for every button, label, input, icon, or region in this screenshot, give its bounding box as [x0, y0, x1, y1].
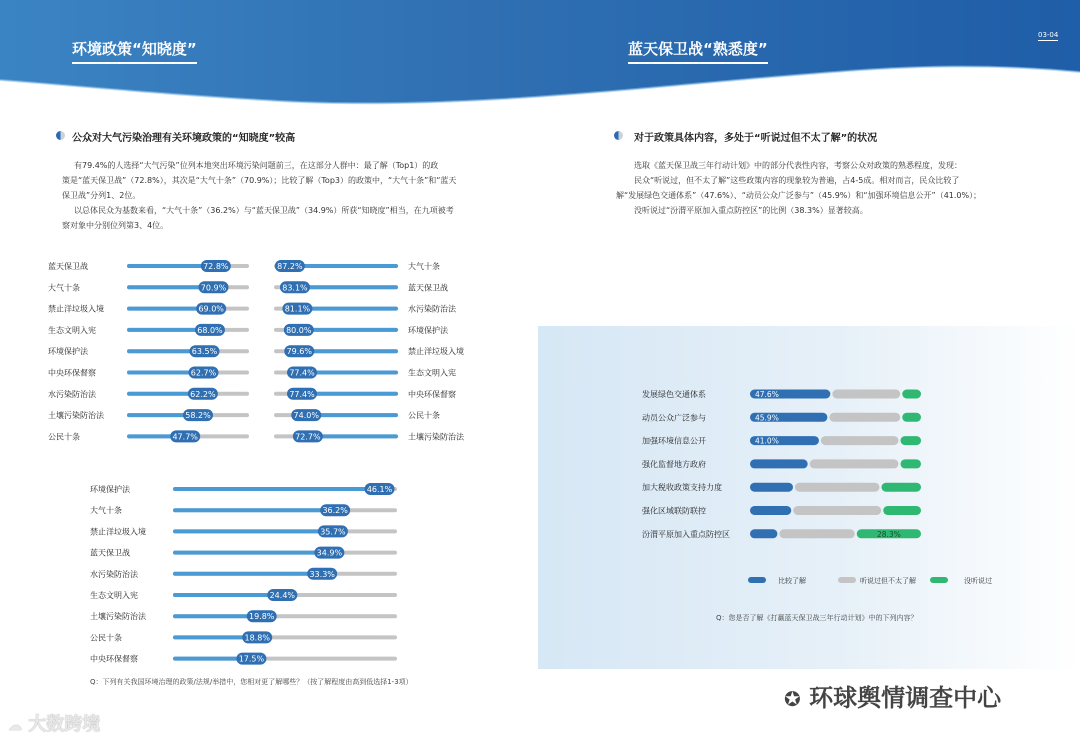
right-section-title: 蓝天保卫战“熟悉度” — [628, 38, 768, 64]
value-label: 36.2% — [322, 506, 348, 516]
value-label: 46.1% — [366, 485, 393, 494]
value-label: 83.1% — [282, 283, 308, 293]
category-label: 加强环境信息公开 — [642, 436, 706, 446]
chart-familiarity — [538, 376, 1080, 556]
category-label: 中央环保督察 — [48, 368, 96, 378]
category-label: 蓝天保卫战 — [90, 548, 130, 558]
stacked-bar-segment — [902, 413, 921, 422]
watermark-bottom-left — [8, 710, 100, 736]
category-label: 环境保护法 — [408, 325, 448, 335]
category-label: 大气十条 — [48, 283, 80, 293]
bar — [297, 307, 398, 311]
stacked-bar-segment — [901, 436, 921, 445]
category-label: 大气十条 — [408, 262, 440, 271]
category-label: 生态文明入宪 — [90, 591, 138, 600]
left-paragraph-line: 策是“蓝天保卫战”（72.8%），其次是“大气十条”（70.9%）；比较了解（Top3）的政策中，“大气十条”和“蓝天 — [62, 176, 457, 185]
watermark-bottom-left-text: 大数跨境 — [28, 714, 101, 735]
right-question: Q：您是否了解《打赢蓝天保卫战三年行动计划》中的下列内容？ — [716, 614, 918, 622]
wechat-icon: ✪ — [784, 687, 801, 711]
left-headline: 公众对大气污染治理有关环境政策的“知晓度”较高 — [72, 133, 296, 144]
left-section-title: 环境政策“知晓度” — [72, 38, 197, 64]
value-label: 19.8% — [248, 612, 275, 622]
value-label: 58.2% — [185, 411, 211, 421]
watermark-logo-icon: ☁ — [8, 718, 22, 734]
right-paragraph — [616, 158, 1036, 218]
value-label: 63.5% — [191, 347, 218, 357]
category-label: 汾渭平原加入重点防控区 — [642, 529, 730, 539]
value-label: 77.4% — [289, 389, 315, 399]
segment-value-label: 47.6% — [755, 390, 779, 399]
legend-swatch-aware — [748, 577, 766, 583]
stacked-bar-segment — [779, 529, 854, 538]
legend-label-heard: 听说过但不太了解 — [860, 577, 916, 585]
value-label: 72.8% — [203, 262, 229, 271]
bar — [173, 551, 329, 555]
stacked-bar-segment — [901, 459, 921, 468]
category-label: 水污染防治法 — [48, 389, 96, 399]
value-label: 79.6% — [286, 347, 313, 357]
value-label: 77.4% — [289, 368, 315, 378]
category-label: 发展绿色交通体系 — [642, 390, 706, 399]
value-label: 87.2% — [277, 262, 303, 271]
category-label: 水污染防治法 — [408, 304, 456, 314]
category-label: 土壤污染防治法 — [48, 411, 104, 421]
category-label: 强化区域联防联控 — [642, 506, 706, 516]
value-label: 24.4% — [269, 591, 296, 600]
category-label: 公民十条 — [90, 633, 122, 643]
left-paragraph-line: 保卫战”分列1、2位。 — [62, 191, 141, 200]
bar — [173, 572, 322, 576]
legend-swatch-never — [930, 577, 948, 583]
category-label: 公民十条 — [408, 411, 440, 421]
stacked-bar-segment — [821, 436, 899, 445]
category-label: 生态文明入宪 — [48, 325, 96, 335]
value-label: 62.7% — [190, 368, 217, 378]
bar — [173, 487, 380, 491]
category-label: 蓝天保卫战 — [408, 283, 448, 293]
stacked-bar-segment — [793, 506, 881, 515]
stacked-bar-segment — [750, 529, 777, 538]
stacked-bar-segment — [810, 459, 899, 468]
value-label: 81.1% — [284, 304, 311, 314]
category-label: 大气十条 — [90, 506, 122, 516]
left-paragraph-line: 察对象中分别位列第3、4位。 — [62, 221, 169, 230]
chart-top3-awareness — [270, 255, 520, 450]
left-paragraph — [62, 158, 462, 233]
legend-swatch-heard — [838, 577, 856, 583]
value-label: 74.0% — [293, 411, 319, 421]
bar — [173, 529, 333, 533]
chart-overall-awareness — [0, 478, 420, 668]
category-label: 公民十条 — [48, 432, 80, 442]
value-label: 68.0% — [197, 325, 223, 335]
chart-top1-awareness — [0, 255, 270, 450]
value-label: 17.5% — [238, 654, 265, 664]
watermark-bottom-right-text: 环球舆情调查中心 — [809, 684, 1002, 712]
category-label: 蓝天保卫战 — [48, 262, 88, 271]
segment-value-label: 41.0% — [755, 436, 779, 446]
category-label: 环境保护法 — [90, 485, 130, 494]
right-paragraph-line: 没听说过“汾渭平原加入重点防控区”的比例（38.3%）显著较高。 — [634, 206, 868, 215]
left-paragraph-line: 以总体民众为基数来看，“大气十条”（36.2%）与“蓝天保卫战”（34.9%）所获“知晓度”相当，在九项被考 — [74, 206, 454, 215]
category-label: 中央环保督察 — [90, 654, 138, 664]
left-bullet-icon — [56, 131, 65, 140]
page-number: 03-04 — [1038, 31, 1059, 39]
category-label: 动员公众广泛参与 — [642, 413, 706, 423]
stacked-bar-segment — [829, 413, 900, 422]
watermark-bottom-right — [784, 678, 1001, 713]
category-label: 土壤污染防治法 — [408, 432, 464, 442]
stacked-bar-segment — [750, 506, 791, 515]
value-label: 34.9% — [316, 548, 343, 558]
legend-label-aware: 比较了解 — [778, 577, 806, 585]
right-bullet-icon — [614, 131, 623, 140]
category-label: 土壤污染防治法 — [90, 612, 146, 622]
value-label: 47.7% — [172, 432, 198, 442]
right-paragraph-line: 民众“听说过，但不太了解”这些政策内容的现象较为普遍，占4-5成。相对而言，民众比较了 — [634, 176, 960, 185]
category-label: 环境保护法 — [48, 347, 88, 357]
value-label: 80.0% — [286, 325, 312, 335]
category-label: 禁止洋垃圾入境 — [408, 347, 464, 357]
value-label: 72.7% — [295, 432, 321, 442]
value-label: 33.3% — [309, 569, 335, 579]
stacked-bar-segment — [883, 506, 921, 515]
bar — [173, 593, 282, 597]
bar — [290, 264, 398, 268]
value-label: 70.9% — [200, 283, 227, 293]
category-label: 中央环保督察 — [408, 389, 456, 399]
stacked-bar-segment — [881, 483, 921, 492]
right-paragraph-line: 选取《蓝天保卫战三年行动计划》中的部分代表性内容，考察公众对政策的熟悉程度，发现： — [634, 161, 962, 170]
stacked-bar-segment — [902, 390, 921, 399]
segment-value-label: 45.9% — [755, 413, 779, 423]
right-paragraph-line: 解“发展绿色交通体系”（47.6%）、“动员公众广泛参与”（45.9%）和“加强环境信息公开”（41.0%）； — [616, 191, 982, 200]
segment-value-label: 28.3% — [876, 529, 901, 539]
value-label: 35.7% — [320, 527, 346, 537]
left-question: Q：下列有关我国环境治理的政策/法规/举措中，您相对更了解哪些？（按了解程度由高到低选择1-3项） — [90, 678, 413, 686]
category-label: 水污染防治法 — [90, 569, 138, 579]
value-label: 18.8% — [244, 633, 270, 643]
category-label: 强化监督地方政府 — [642, 459, 706, 469]
category-label: 生态文明入宪 — [408, 368, 456, 378]
familiarity-panel — [538, 326, 1080, 669]
category-label: 禁止洋垃圾入境 — [90, 527, 146, 537]
category-label: 禁止洋垃圾入境 — [48, 304, 104, 314]
value-label: 69.0% — [198, 304, 224, 314]
right-headline: 对于政策具体内容，多处于“听说过但不太了解”的状况 — [634, 133, 878, 144]
legend-label-never: 没听说过 — [964, 577, 992, 585]
bar — [173, 508, 335, 512]
left-paragraph-line: 有79.4%的人选择“大气污染”位列本地突出环境污染问题前三，在这部分人群中：最了解（Top1）的政 — [74, 161, 439, 170]
stacked-bar-segment — [795, 483, 880, 492]
stacked-bar-segment — [750, 459, 808, 468]
category-label: 加大税收政策支持力度 — [642, 483, 722, 493]
stacked-bar-segment — [832, 390, 900, 399]
stacked-bar-segment — [750, 483, 793, 492]
value-label: 62.2% — [190, 389, 216, 399]
bar — [295, 285, 398, 289]
